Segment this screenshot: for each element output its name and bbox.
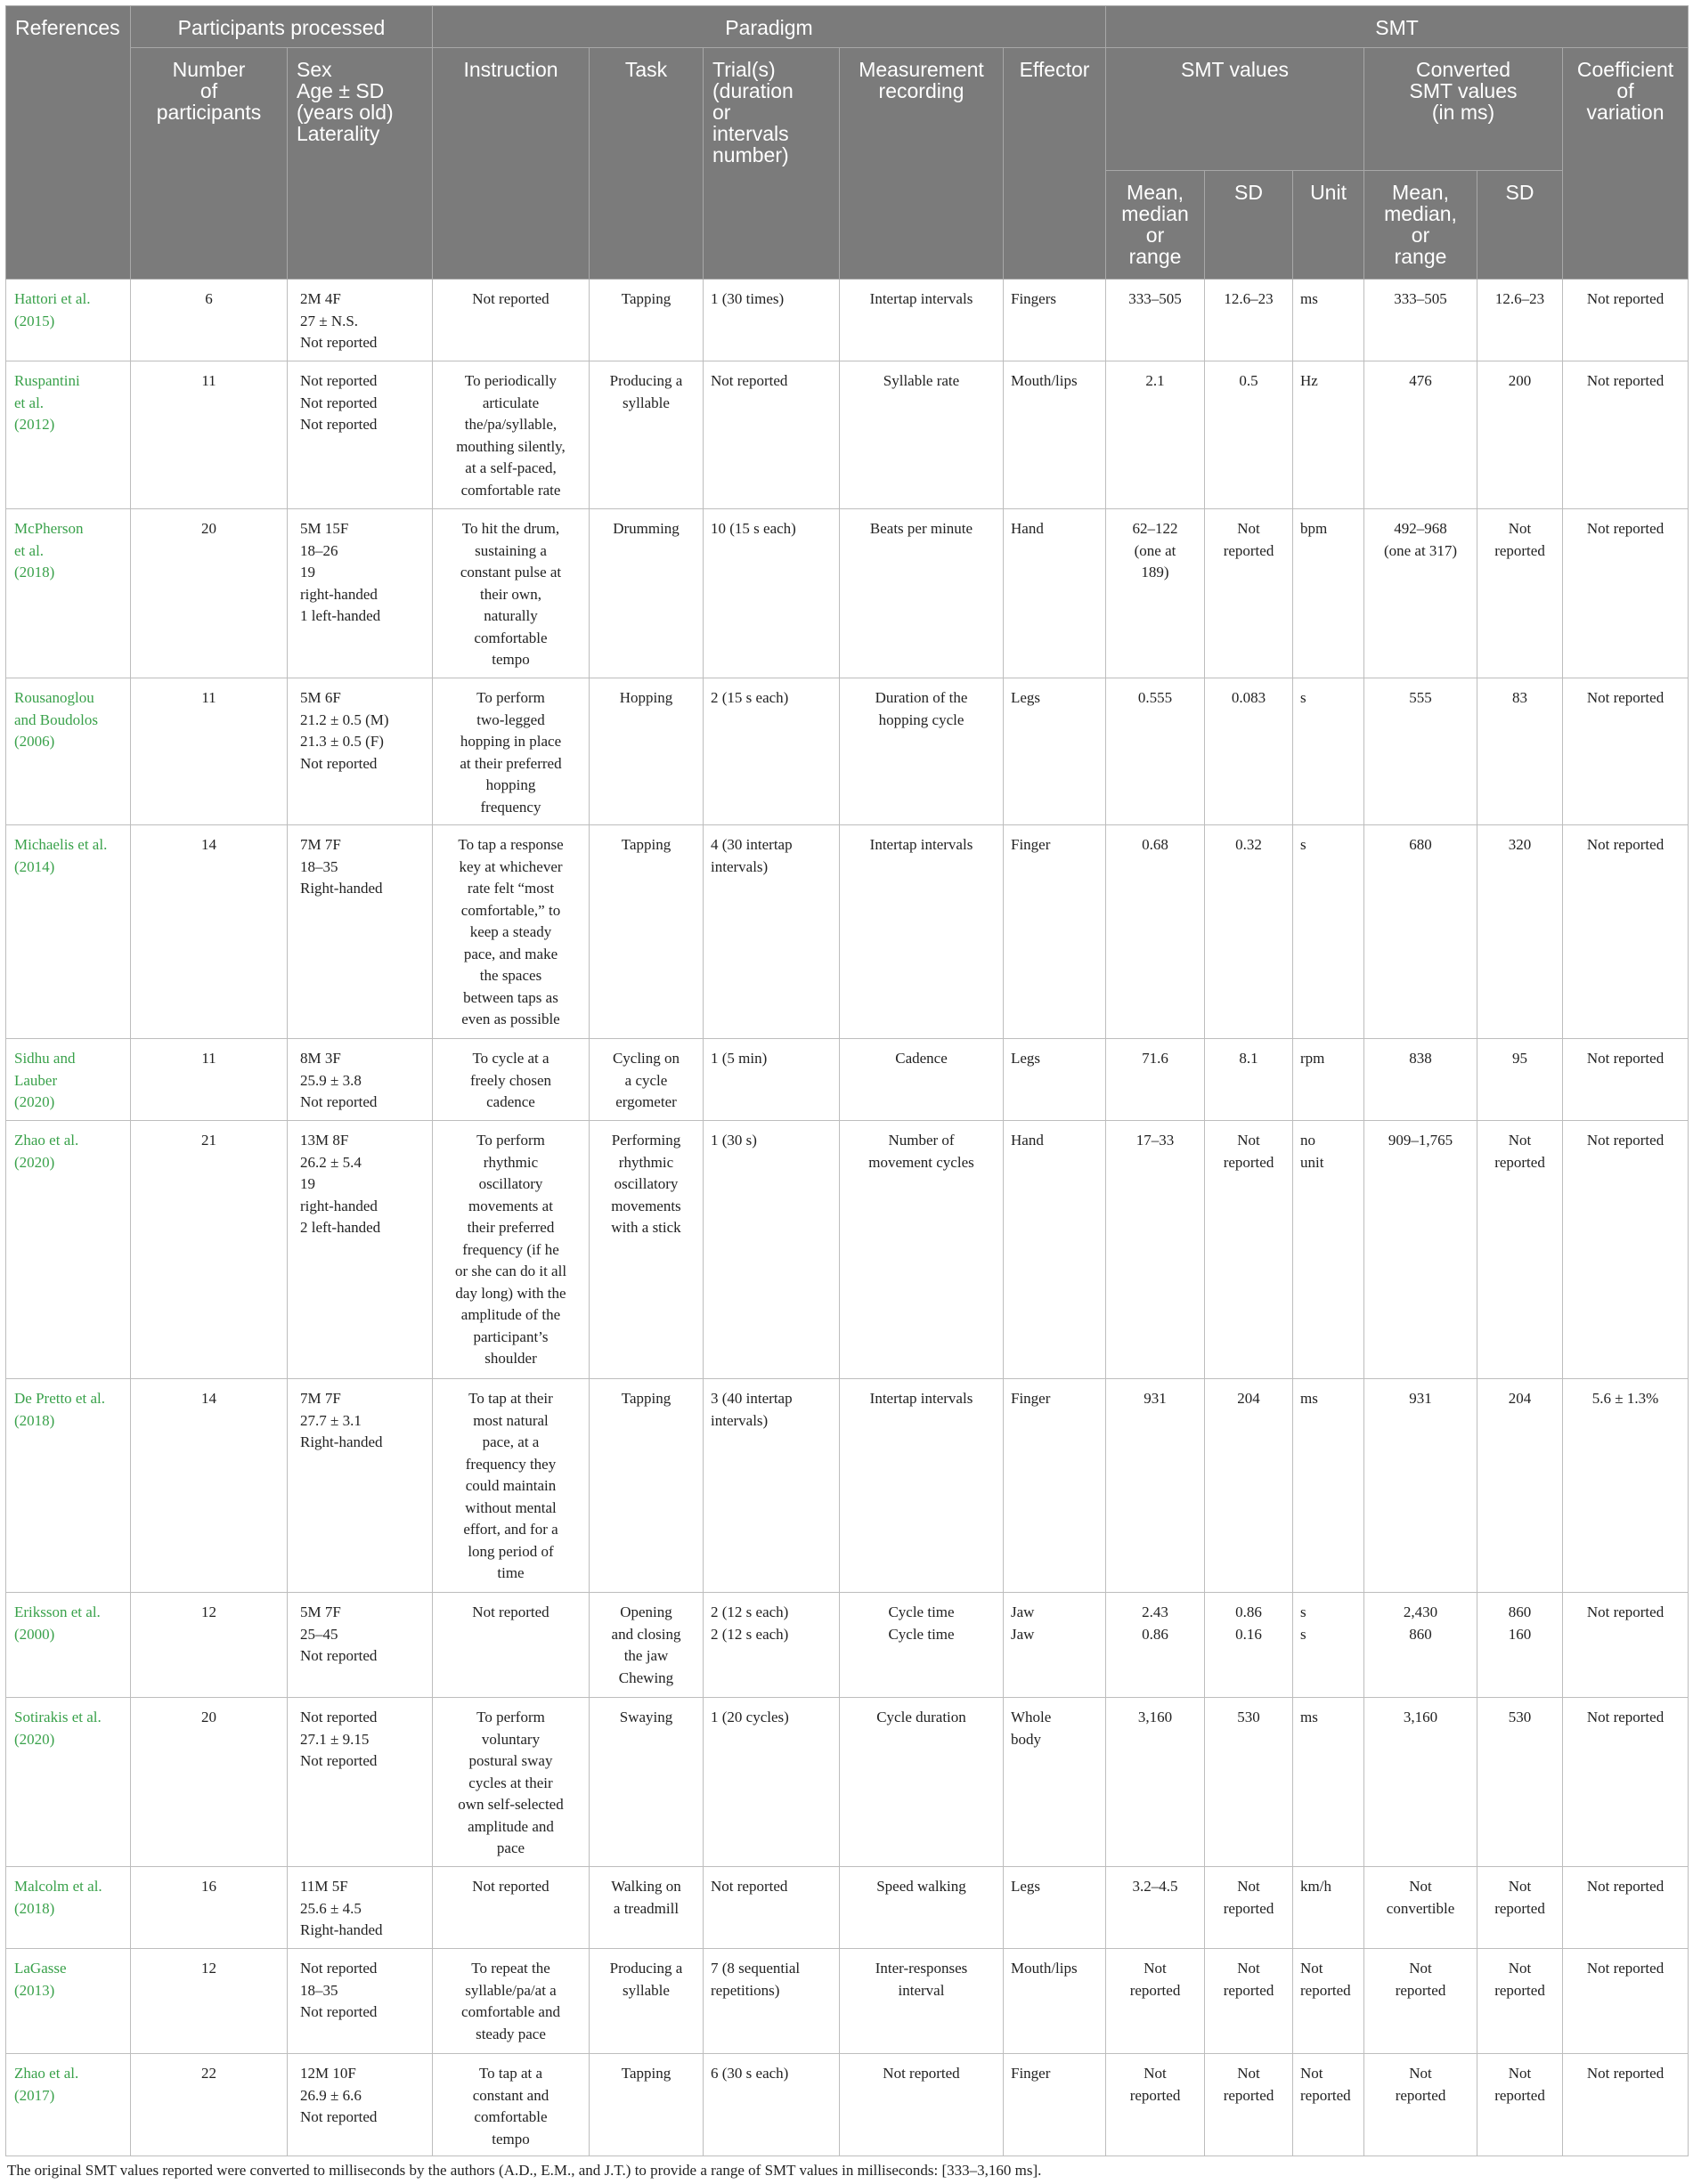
col-converted-value: 931 <box>1364 1379 1477 1593</box>
col-sex-age-laterality: 2M 4F 27 ± N.S. Not reported <box>288 280 433 361</box>
col-converted-sd: Not reported <box>1477 2054 1563 2156</box>
col-instruction: To repeat the syllable/pa/at a comfortable and steady pace <box>433 1949 590 2054</box>
reference-year-link[interactable]: (2018) <box>14 564 55 581</box>
col-number-of-participants: 12 <box>131 1949 288 2054</box>
col-converted-sd: 860 160 <box>1477 1593 1563 1698</box>
col-smt-sd: 530 <box>1205 1698 1293 1867</box>
header-smt-values: SMT values <box>1106 48 1364 171</box>
header-smt-mean-median-range: Mean, median or range <box>1106 171 1205 280</box>
reference-authors-link[interactable]: Michaelis et al. <box>14 836 108 853</box>
col-effector: Jaw Jaw <box>1004 1593 1106 1698</box>
col-smt-sd: 0.5 <box>1205 361 1293 509</box>
header-participants-processed: Participants processed <box>131 6 433 48</box>
col-measurement-recording: Cycle duration <box>840 1698 1004 1867</box>
col-number-of-participants: 14 <box>131 1379 288 1593</box>
col-sex-age-laterality: 7M 7F 18–35 Right-handed <box>288 825 433 1039</box>
table-row <box>6 280 1689 361</box>
col-trials: 2 (15 s each) <box>704 678 840 825</box>
col-instruction: To tap at a constant and comfortable tempo <box>433 2054 590 2156</box>
reference-authors-link[interactable]: Eriksson et al. <box>14 1603 101 1620</box>
col-sex-age-laterality: 12M 10F 26.9 ± 6.6 Not reported <box>288 2054 433 2156</box>
col-number-of-participants: 11 <box>131 361 288 509</box>
col-converted-sd: Not reported <box>1477 1121 1563 1379</box>
col-effector: Finger <box>1004 2054 1106 2156</box>
col-converted-value: 838 <box>1364 1039 1477 1121</box>
col-trials: Not reported <box>704 1867 840 1949</box>
col-smt-unit: s <box>1293 825 1364 1039</box>
col-task: Tapping <box>590 280 704 361</box>
col-measurement-recording: Syllable rate <box>840 361 1004 509</box>
col-trials: 1 (5 min) <box>704 1039 840 1121</box>
table-row <box>6 1867 1689 1949</box>
col-smt-sd: 0.86 0.16 <box>1205 1593 1293 1698</box>
col-smt-sd: Not reported <box>1205 2054 1293 2156</box>
reference-cell[interactable] <box>6 678 131 825</box>
col-instruction: To perform voluntary postural sway cycles at their own self-selected amplitude and pace <box>433 1698 590 1867</box>
col-instruction: To perform rhythmic oscillatory movements at their preferred frequency (if he or she can do it all day long) with the amplitude of the participant’s shoulder <box>433 1121 590 1379</box>
reference-year-link[interactable]: (2000) <box>14 1625 55 1643</box>
col-effector: Finger <box>1004 1379 1106 1593</box>
col-coefficient-of-variation: Not reported <box>1563 2054 1689 2156</box>
table-row <box>6 509 1689 678</box>
col-instruction: Not reported <box>433 1593 590 1698</box>
col-converted-value: 2,430 860 <box>1364 1593 1477 1698</box>
reference-year-link[interactable]: (2006) <box>14 733 55 750</box>
col-effector: Legs <box>1004 1039 1106 1121</box>
col-converted-sd: 95 <box>1477 1039 1563 1121</box>
table-body <box>6 280 1689 2156</box>
reference-cell[interactable] <box>6 1039 131 1121</box>
reference-cell[interactable] <box>6 361 131 509</box>
col-trials: 1 (30 s) <box>704 1121 840 1379</box>
table-header <box>6 6 1689 280</box>
reference-year-link[interactable]: (2020) <box>14 1730 55 1748</box>
col-instruction: To cycle at a freely chosen cadence <box>433 1039 590 1121</box>
reference-authors-link[interactable]: Rousanoglou and Boudolos <box>14 689 98 728</box>
col-task: Producing a syllable <box>590 361 704 509</box>
col-smt-value: Not reported <box>1106 1949 1205 2054</box>
col-trials: 10 (15 s each) <box>704 509 840 678</box>
reference-cell[interactable] <box>6 1379 131 1593</box>
col-coefficient-of-variation: 5.6 ± 1.3% <box>1563 1379 1689 1593</box>
header-converted-mean-median-range: Mean, median, or range <box>1364 171 1477 280</box>
col-smt-sd: 0.083 <box>1205 678 1293 825</box>
table-container <box>5 5 1688 2180</box>
col-sex-age-laterality: 13M 8F 26.2 ± 5.4 19 right-handed 2 left-handed <box>288 1121 433 1379</box>
col-converted-sd: 83 <box>1477 678 1563 825</box>
reference-year-link[interactable]: (2020) <box>14 1153 55 1171</box>
header-paradigm: Paradigm <box>433 6 1106 48</box>
table-row <box>6 1379 1689 1593</box>
col-smt-unit: s <box>1293 678 1364 825</box>
col-coefficient-of-variation: Not reported <box>1563 1867 1689 1949</box>
col-coefficient-of-variation: Not reported <box>1563 1593 1689 1698</box>
col-task: Drumming <box>590 509 704 678</box>
table-row <box>6 1698 1689 1867</box>
col-trials: 2 (12 s each) 2 (12 s each) <box>704 1593 840 1698</box>
col-coefficient-of-variation: Not reported <box>1563 678 1689 825</box>
col-coefficient-of-variation: Not reported <box>1563 1949 1689 2054</box>
reference-authors-link[interactable]: Zhao et al. <box>14 2065 79 2082</box>
col-measurement-recording: Intertap intervals <box>840 825 1004 1039</box>
reference-cell[interactable] <box>6 2054 131 2156</box>
header-number-of-participants: Number of participants <box>131 48 288 280</box>
col-task: Tapping <box>590 2054 704 2156</box>
col-effector: Hand <box>1004 509 1106 678</box>
col-smt-unit: rpm <box>1293 1039 1364 1121</box>
col-instruction: To hit the drum, sustaining a constant pulse at their own, naturally comfortable tempo <box>433 509 590 678</box>
col-instruction: To tap at their most natural pace, at a frequency they could maintain without mental effort, and for a long period of time <box>433 1379 590 1593</box>
col-smt-sd: 204 <box>1205 1379 1293 1593</box>
col-task: Swaying <box>590 1698 704 1867</box>
col-smt-value: 3.2–4.5 <box>1106 1867 1205 1949</box>
col-converted-sd: 200 <box>1477 361 1563 509</box>
col-coefficient-of-variation: Not reported <box>1563 280 1689 361</box>
col-task: Producing a syllable <box>590 1949 704 2054</box>
col-smt-sd: Not reported <box>1205 1121 1293 1379</box>
header-instruction: Instruction <box>433 48 590 280</box>
col-task: Tapping <box>590 825 704 1039</box>
col-effector: Legs <box>1004 1867 1106 1949</box>
reference-cell[interactable] <box>6 1593 131 1698</box>
col-converted-value: 333–505 <box>1364 280 1477 361</box>
col-smt-value: 17–33 <box>1106 1121 1205 1379</box>
col-converted-value: 555 <box>1364 678 1477 825</box>
table-footnote: The original SMT values reported were converted to milliseconds by the authors (A.D., E.M., and J.T.) to provide a range of SMT values in milliseconds: [333–3,160 ms]. <box>7 2162 1042 2179</box>
col-trials: Not reported <box>704 361 840 509</box>
col-smt-unit: ms <box>1293 280 1364 361</box>
col-measurement-recording: Intertap intervals <box>840 280 1004 361</box>
col-measurement-recording: Not reported <box>840 2054 1004 2156</box>
col-smt-value: 931 <box>1106 1379 1205 1593</box>
reference-authors-link[interactable]: Sotirakis et al. <box>14 1709 102 1725</box>
header-sex-age-laterality: Sex Age ± SD (years old) Laterality <box>288 48 433 280</box>
col-number-of-participants: 14 <box>131 825 288 1039</box>
col-converted-sd: Not reported <box>1477 1949 1563 2054</box>
header-coefficient-of-variation: Coefficient of variation <box>1563 48 1689 280</box>
header-task: Task <box>590 48 704 280</box>
col-task: Hopping <box>590 678 704 825</box>
col-task: Walking on a treadmill <box>590 1867 704 1949</box>
col-instruction: Not reported <box>433 1867 590 1949</box>
col-sex-age-laterality: Not reported 18–35 Not reported <box>288 1949 433 2054</box>
reference-year-link[interactable]: (2015) <box>14 312 55 329</box>
col-converted-value: 3,160 <box>1364 1698 1477 1867</box>
table-row <box>6 1039 1689 1121</box>
col-coefficient-of-variation: Not reported <box>1563 1121 1689 1379</box>
header-converted-sd: SD <box>1477 171 1563 280</box>
col-number-of-participants: 22 <box>131 2054 288 2156</box>
col-smt-unit: Not reported <box>1293 1949 1364 2054</box>
col-trials: 3 (40 intertap intervals) <box>704 1379 840 1593</box>
col-number-of-participants: 12 <box>131 1593 288 1698</box>
col-instruction: To perform two-legged hopping in place at their preferred hopping frequency <box>433 678 590 825</box>
col-converted-sd: 12.6–23 <box>1477 280 1563 361</box>
reference-cell[interactable] <box>6 280 131 361</box>
table-row <box>6 361 1689 509</box>
col-measurement-recording: Cycle time Cycle time <box>840 1593 1004 1698</box>
reference-authors-link[interactable]: Ruspantini et al. <box>14 372 80 411</box>
col-converted-sd: 320 <box>1477 825 1563 1039</box>
col-smt-value: 3,160 <box>1106 1698 1205 1867</box>
col-effector: Fingers <box>1004 280 1106 361</box>
col-effector: Mouth/lips <box>1004 361 1106 509</box>
col-number-of-participants: 20 <box>131 509 288 678</box>
col-sex-age-laterality: 5M 6F 21.2 ± 0.5 (M) 21.3 ± 0.5 (F) Not reported <box>288 678 433 825</box>
reference-year-link[interactable]: (2018) <box>14 1411 55 1429</box>
col-number-of-participants: 20 <box>131 1698 288 1867</box>
header-references: References <box>6 6 131 280</box>
col-measurement-recording: Speed walking <box>840 1867 1004 1949</box>
col-sex-age-laterality: Not reported 27.1 ± 9.15 Not reported <box>288 1698 433 1867</box>
col-smt-sd: 0.32 <box>1205 825 1293 1039</box>
col-measurement-recording: Beats per minute <box>840 509 1004 678</box>
col-smt-value: 71.6 <box>1106 1039 1205 1121</box>
col-effector: Hand <box>1004 1121 1106 1379</box>
col-smt-unit: Hz <box>1293 361 1364 509</box>
col-number-of-participants: 11 <box>131 1039 288 1121</box>
col-trials: 1 (20 cycles) <box>704 1698 840 1867</box>
table-row <box>6 825 1689 1039</box>
col-effector: Whole body <box>1004 1698 1106 1867</box>
reference-year-link[interactable]: (2013) <box>14 1981 55 1999</box>
reference-cell[interactable] <box>6 825 131 1039</box>
reference-authors-link[interactable]: Sidhu and Lauber <box>14 1050 76 1089</box>
col-measurement-recording: Duration of the hopping cycle <box>840 678 1004 825</box>
col-instruction: Not reported <box>433 280 590 361</box>
header-trials: Trial(s) (duration or intervals number) <box>704 48 840 280</box>
col-converted-value: Not convertible <box>1364 1867 1477 1949</box>
col-trials: 7 (8 sequential repetitions) <box>704 1949 840 2054</box>
col-converted-value: 909–1,765 <box>1364 1121 1477 1379</box>
col-coefficient-of-variation: Not reported <box>1563 509 1689 678</box>
col-smt-unit: ms <box>1293 1698 1364 1867</box>
col-smt-unit: Not reported <box>1293 2054 1364 2156</box>
col-measurement-recording: Intertap intervals <box>840 1379 1004 1593</box>
table-row <box>6 1949 1689 2054</box>
reference-cell[interactable] <box>6 1867 131 1949</box>
col-task: Performing rhythmic oscillatory movements with a stick <box>590 1121 704 1379</box>
col-number-of-participants: 6 <box>131 280 288 361</box>
col-sex-age-laterality: 8M 3F 25.9 ± 3.8 Not reported <box>288 1039 433 1121</box>
col-instruction: To periodically articulate the/pa/syllable, mouthing silently, at a self-paced, comfortable rate <box>433 361 590 509</box>
reference-authors-link[interactable]: Zhao et al. <box>14 1132 79 1149</box>
reference-year-link[interactable]: (2014) <box>14 857 55 875</box>
col-effector: Legs <box>1004 678 1106 825</box>
col-sex-age-laterality: 5M 7F 25–45 Not reported <box>288 1593 433 1698</box>
col-converted-value: 476 <box>1364 361 1477 509</box>
col-coefficient-of-variation: Not reported <box>1563 825 1689 1039</box>
col-sex-age-laterality: 7M 7F 27.7 ± 3.1 Right-handed <box>288 1379 433 1593</box>
reference-authors-link[interactable]: McPherson et al. <box>14 520 84 559</box>
col-smt-value: 0.68 <box>1106 825 1205 1039</box>
reference-cell[interactable] <box>6 1698 131 1867</box>
reference-cell[interactable] <box>6 1121 131 1379</box>
col-trials: 6 (30 s each) <box>704 2054 840 2156</box>
col-instruction: To tap a response key at whichever rate felt “most comfortable,” to keep a steady pace, and make the spaces between taps as even as possible <box>433 825 590 1039</box>
col-smt-value: 62–122 (one at 189) <box>1106 509 1205 678</box>
col-coefficient-of-variation: Not reported <box>1563 361 1689 509</box>
reference-year-link[interactable]: (2018) <box>14 1899 55 1917</box>
reference-year-link[interactable]: (2020) <box>14 1093 55 1110</box>
col-trials: 4 (30 intertap intervals) <box>704 825 840 1039</box>
reference-year-link[interactable]: (2012) <box>14 416 55 433</box>
reference-cell[interactable] <box>6 509 131 678</box>
col-task: Opening and closing the jaw Chewing <box>590 1593 704 1698</box>
col-coefficient-of-variation: Not reported <box>1563 1039 1689 1121</box>
col-smt-value: 333–505 <box>1106 280 1205 361</box>
col-converted-value: Not reported <box>1364 1949 1477 2054</box>
col-smt-value: 0.555 <box>1106 678 1205 825</box>
table-row <box>6 1593 1689 1698</box>
col-effector: Finger <box>1004 825 1106 1039</box>
col-smt-value: Not reported <box>1106 2054 1205 2156</box>
header-converted-smt-values: Converted SMT values (in ms) <box>1364 48 1563 171</box>
col-smt-unit: no unit <box>1293 1121 1364 1379</box>
col-task: Tapping <box>590 1379 704 1593</box>
col-converted-sd: 530 <box>1477 1698 1563 1867</box>
header-smt: SMT <box>1106 6 1689 48</box>
col-converted-sd: 204 <box>1477 1379 1563 1593</box>
col-smt-unit: ms <box>1293 1379 1364 1593</box>
col-smt-sd: Not reported <box>1205 1949 1293 2054</box>
col-converted-sd: Not reported <box>1477 1867 1563 1949</box>
col-number-of-participants: 21 <box>131 1121 288 1379</box>
table-row <box>6 678 1689 825</box>
col-smt-value: 2.43 0.86 <box>1106 1593 1205 1698</box>
col-number-of-participants: 11 <box>131 678 288 825</box>
smt-studies-table <box>5 5 1689 2156</box>
reference-authors-link[interactable]: LaGasse <box>14 1960 67 1977</box>
table-row <box>6 2054 1689 2156</box>
col-sex-age-laterality: 11M 5F 25.6 ± 4.5 Right-handed <box>288 1867 433 1949</box>
col-effector: Mouth/lips <box>1004 1949 1106 2054</box>
col-coefficient-of-variation: Not reported <box>1563 1698 1689 1867</box>
col-converted-value: Not reported <box>1364 2054 1477 2156</box>
col-number-of-participants: 16 <box>131 1867 288 1949</box>
col-converted-value: 680 <box>1364 825 1477 1039</box>
col-converted-value: 492–968 (one at 317) <box>1364 509 1477 678</box>
col-smt-sd: Not reported <box>1205 509 1293 678</box>
col-sex-age-laterality: Not reported Not reported Not reported <box>288 361 433 509</box>
reference-authors-link[interactable]: Malcolm et al. <box>14 1878 102 1895</box>
reference-authors-link[interactable]: De Pretto et al. <box>14 1390 105 1407</box>
header-effector: Effector <box>1004 48 1106 280</box>
col-trials: 1 (30 times) <box>704 280 840 361</box>
col-smt-value: 2.1 <box>1106 361 1205 509</box>
col-smt-unit: s s <box>1293 1593 1364 1698</box>
col-measurement-recording: Number of movement cycles <box>840 1121 1004 1379</box>
col-converted-sd: Not reported <box>1477 509 1563 678</box>
col-measurement-recording: Inter-responses interval <box>840 1949 1004 2054</box>
col-smt-unit: bpm <box>1293 509 1364 678</box>
table-row <box>6 1121 1689 1379</box>
reference-authors-link[interactable]: Hattori et al. <box>14 290 91 307</box>
reference-cell[interactable] <box>6 1949 131 2054</box>
col-smt-sd: Not reported <box>1205 1867 1293 1949</box>
col-smt-unit: km/h <box>1293 1867 1364 1949</box>
header-measurement-recording: Measurement recording <box>840 48 1004 280</box>
col-sex-age-laterality: 5M 15F 18–26 19 right-handed 1 left-handed <box>288 509 433 678</box>
col-task: Cycling on a cycle ergometer <box>590 1039 704 1121</box>
col-smt-sd: 8.1 <box>1205 1039 1293 1121</box>
col-measurement-recording: Cadence <box>840 1039 1004 1121</box>
col-smt-sd: 12.6–23 <box>1205 280 1293 361</box>
header-smt-unit: Unit <box>1293 171 1364 280</box>
reference-year-link[interactable]: (2017) <box>14 2086 55 2104</box>
header-smt-sd: SD <box>1205 171 1293 280</box>
